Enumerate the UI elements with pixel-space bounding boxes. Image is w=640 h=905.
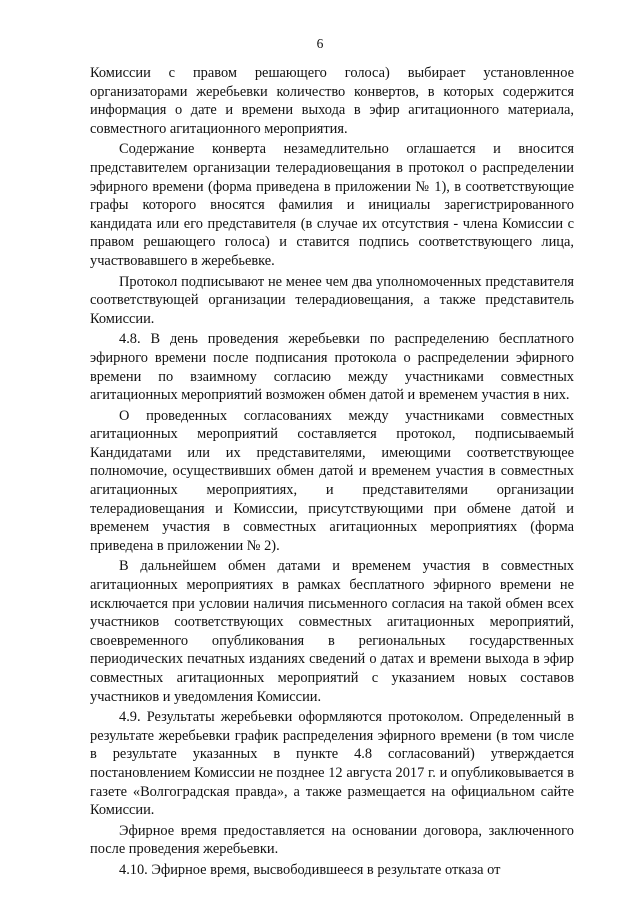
page-number: 6 bbox=[316, 36, 324, 51]
paragraph: О проведенных согласованиях между участниками совместных агитационных мероприятий составляется протокол, подписываемый Кандидатами или их представителями, имеющими соответствующее полномочие, осуществивших обмен датой и временем участия в совместных агитационных мероприятиях, и представителями организации телерадиовещания и Комиссии, присутствующими при обмене датой и временем участия в совместных агитационных мероприятиях (форма приведена в приложении № 2). bbox=[90, 407, 574, 554]
paragraph: Содержание конверта незамедлительно оглашается и вносится представителем организации телерадиовещания в протокол о распределении эфирного времени (форма приведена в приложении № 1), в соответствующие графы которого вносятся фамилия и инициалы зарегистрированного кандидата или его представителя (в случае их отсутствия - члена Комиссии с правом решающего голоса) и ставится подпись соответствующего лица, участвовавшего в жеребьевке. bbox=[90, 141, 574, 269]
paragraph: В дальнейшем обмен датами и временем участия в совместных агитационных мероприятиях в рамках бесплатного эфирного времени не исключается при условии наличия письменного согласия на такой обмен всех участников соответствующих совместных агитационных мероприятий, своевременного опубликования в региональных государственных периодических печатных изданиях сведений о датах и времени выхода в эфир совместных агитационных мероприятий с указанием новых составов участников и уведомления Комиссии. bbox=[90, 558, 574, 705]
paragraph: Протокол подписывают не менее чем два уполномоченных представителя соответствующей организации телерадиовещания, а также представитель Комиссии. bbox=[90, 273, 574, 327]
document-body bbox=[90, 64, 574, 882]
paragraph: Комиссии с правом решающего голоса) выбирает установленное организаторами жеребьевки количество конвертов, в которых содержится информация о дате и времени выхода в эфир агитационного материала, совместного агитационного мероприятия. bbox=[90, 65, 574, 137]
paragraph-clause-4-9: 4.9. Результаты жеребьевки оформляются протоколом. Определенный в результате жеребьевки график распределения эфирного времени (в том числе в результате указанных в пункте 4.8 согласований) утверждается постановлением Комиссии не позднее 12 августа 2017 г. и опубликовывается в газете «Волгоградская правда», а также размещается на официальном сайте Комиссии. bbox=[90, 709, 574, 819]
paragraph-clause-4-10: 4.10. Эфирное время, высвободившееся в результате отказа от bbox=[119, 861, 501, 878]
paragraph-clause-4-8: 4.8. В день проведения жеребьевки по распределению бесплатного эфирного времени после подписания протокола о распределении эфирного времени по взаимному согласию между участниками совместных агитационных мероприятий возможен обмен датой и временем участия в них. bbox=[90, 331, 574, 404]
paragraph: Эфирное время предоставляется на основании договора, заключенного после проведения жеребьевки. bbox=[90, 822, 574, 858]
